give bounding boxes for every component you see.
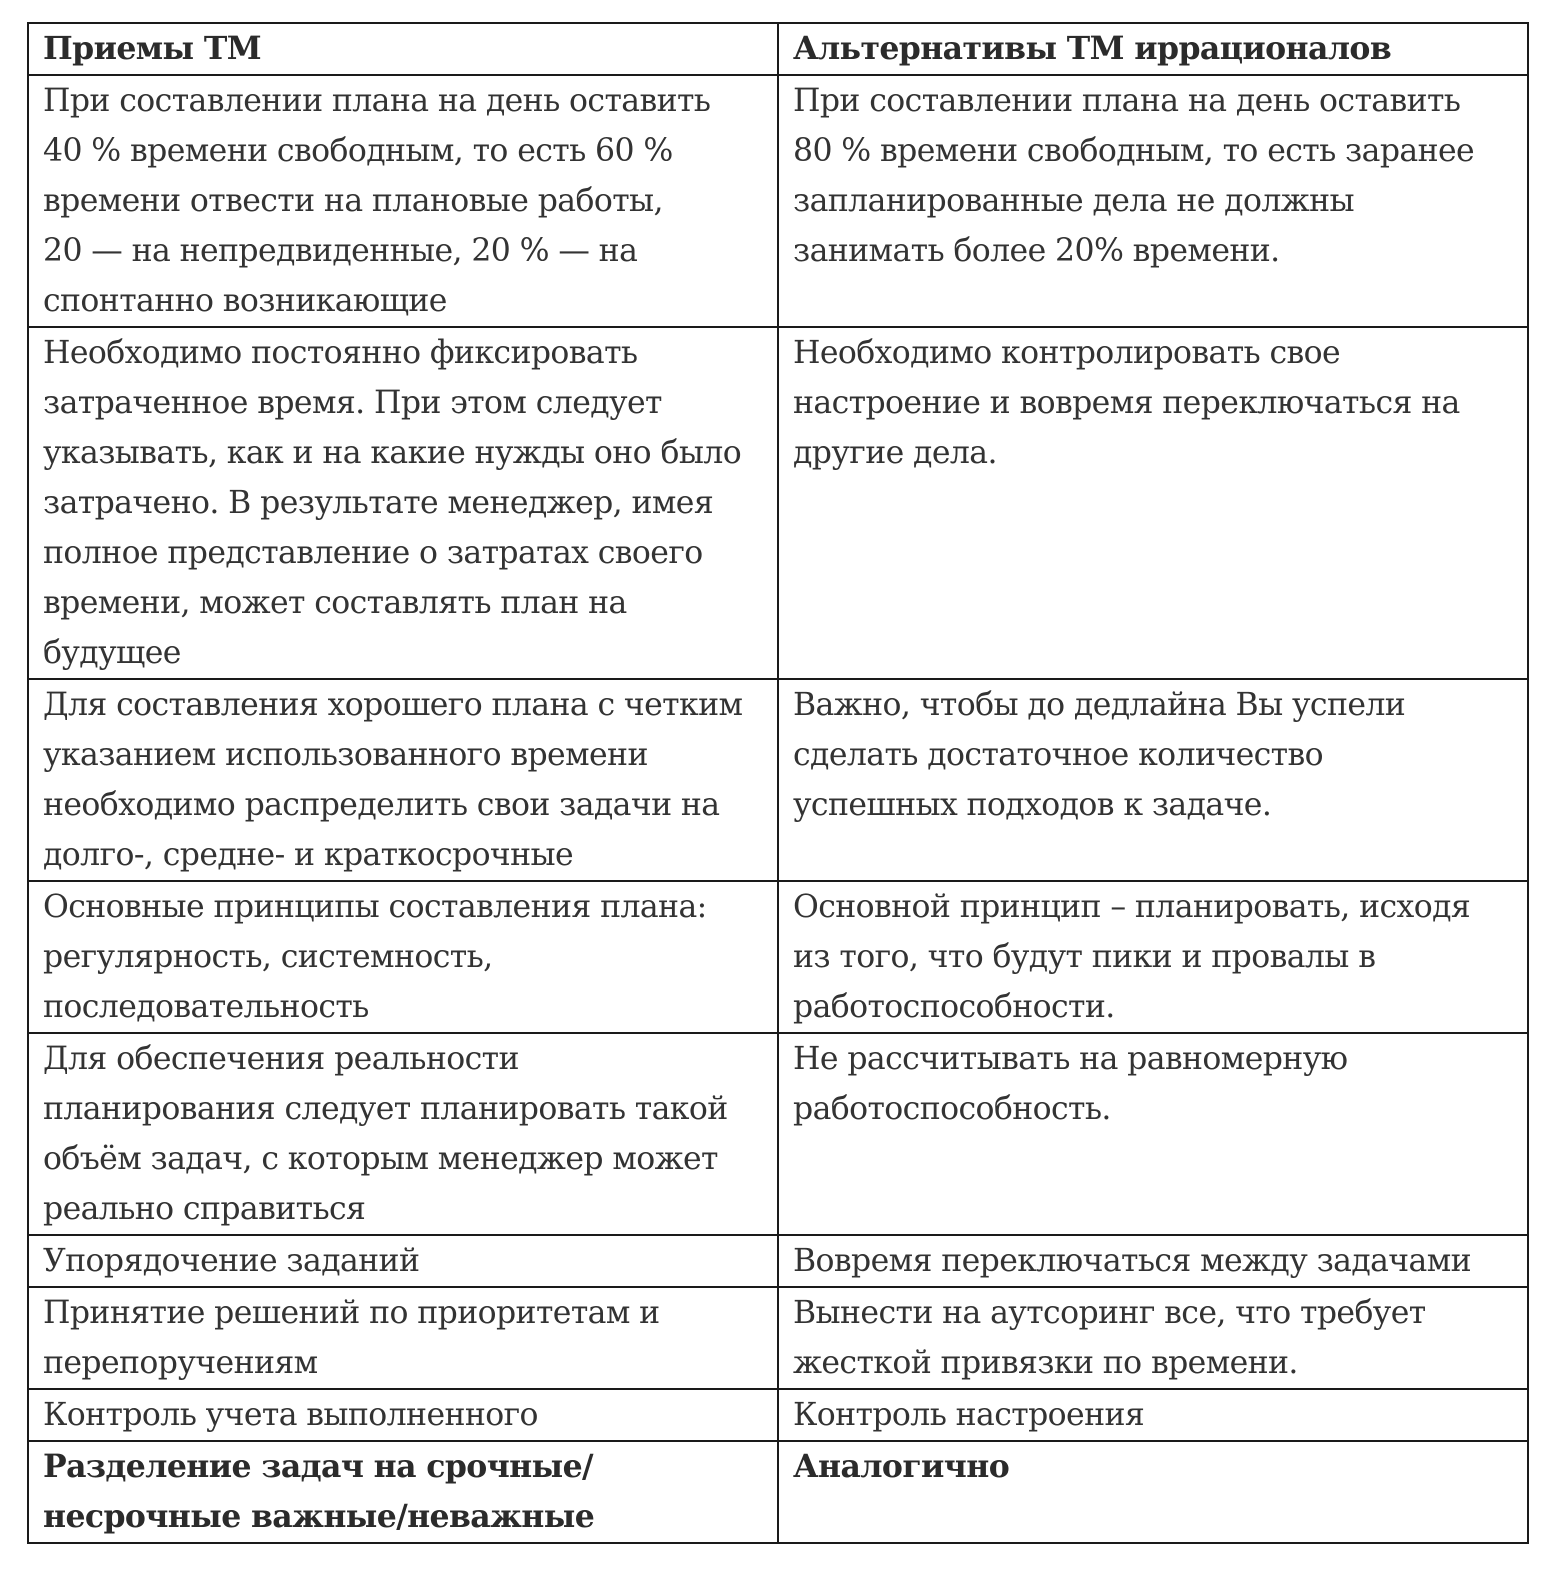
technique-cell: Контроль учета выполненного xyxy=(28,1389,778,1441)
alternative-cell: Важно, чтобы до дедлайна Вы успели сделать достаточное количество успешных подходов к задаче. xyxy=(778,679,1528,881)
table-row xyxy=(28,881,1528,1033)
table-row xyxy=(28,1389,1528,1441)
technique-cell: При составлении плана на день оставить 40 % времени свободным, то есть 60 % времени отвести на плановые работы, 20 — на непредвиденные, 20 % — на спонтанно возникающие xyxy=(28,75,778,327)
alternative-cell: Контроль настроения xyxy=(778,1389,1528,1441)
table-row xyxy=(28,1235,1528,1287)
technique-cell: Разделение задач на срочные/ несрочные важные/неважные xyxy=(28,1441,778,1543)
alternative-cell: Вовремя переключаться между задачами xyxy=(778,1235,1528,1287)
table-header-row xyxy=(28,23,1528,75)
comparison-table xyxy=(27,22,1529,1544)
alternative-cell: Необходимо контролировать свое настроение и вовремя переключаться на другие дела. xyxy=(778,327,1528,679)
technique-cell: Упорядочение заданий xyxy=(28,1235,778,1287)
table-row xyxy=(28,679,1528,881)
technique-cell: Для составления хорошего плана с четким указанием использованного времени необходимо распределить свои задачи на долго-, средне- и краткосрочные xyxy=(28,679,778,881)
table-row xyxy=(28,75,1528,327)
technique-cell: Основные принципы составления плана: регулярность, системность, последовательность xyxy=(28,881,778,1033)
table-row xyxy=(28,327,1528,679)
technique-cell: Принятие решений по приоритетам и перепоручениям xyxy=(28,1287,778,1389)
technique-cell: Необходимо постоянно фиксировать затраченное время. При этом следует указывать, как и на какие нужды оно было затрачено. В результате менеджер, имея полное представление о затратах своего времени, может составлять план на будущее xyxy=(28,327,778,679)
table-row xyxy=(28,1287,1528,1389)
alternative-cell: При составлении плана на день оставить 80 % времени свободным, то есть заранее запланированные дела не должны занимать более 20% времени. xyxy=(778,75,1528,327)
alternative-cell: Аналогично xyxy=(778,1441,1528,1543)
header-cell-techniques: Приемы ТМ xyxy=(28,23,778,75)
header-cell-alternatives: Альтернативы ТМ иррационалов xyxy=(778,23,1528,75)
alternative-cell: Вынести на аутсоринг все, что требует жесткой привязки по времени. xyxy=(778,1287,1528,1389)
table-row xyxy=(28,1441,1528,1543)
alternative-cell: Основной принцип – планировать, исходя из того, что будут пики и провалы в работоспособности. xyxy=(778,881,1528,1033)
document xyxy=(27,22,1529,1544)
alternative-cell: Не рассчитывать на равномерную работоспособность. xyxy=(778,1033,1528,1235)
table-row xyxy=(28,1033,1528,1235)
technique-cell: Для обеспечения реальности планирования следует планировать такой объём задач, с которым менеджер может реально справиться xyxy=(28,1033,778,1235)
